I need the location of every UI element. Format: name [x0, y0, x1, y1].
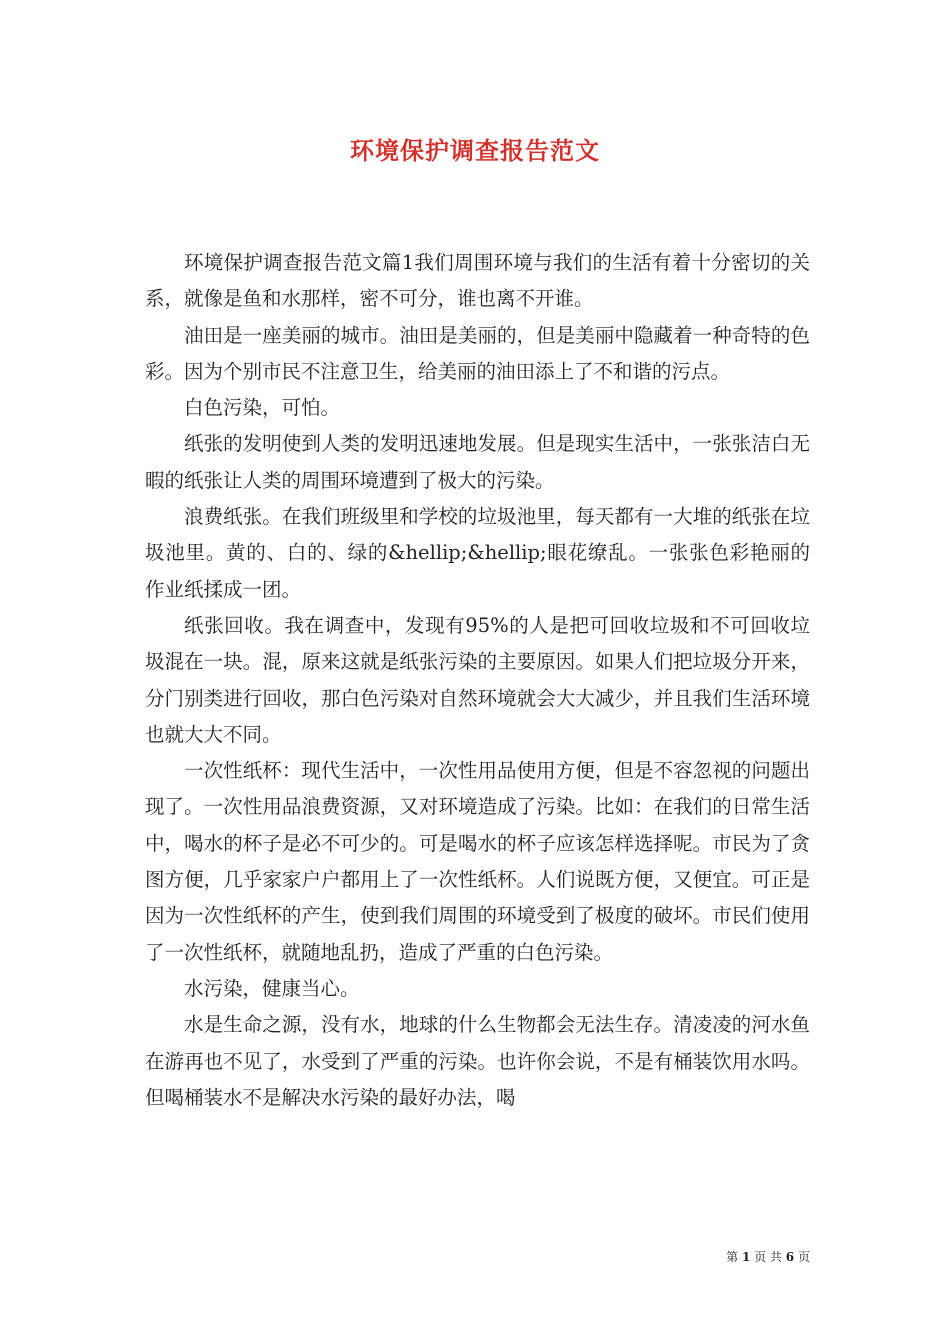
paragraph-7: 一次性纸杯：现代生活中，一次性用品使用方便，但是不容忽视的问题出现了。一次性用品浪费资源，又对环境造成了污染。比如：在我们的日常生活中，喝水的杯子是必不可少的。可是喝水的杯子应该怎样选择呢。市民为了贪图方便，几乎家家户户都用上了一次性纸杯。人们说既方便，又便宜。可正是因为一次性纸杯的产生，使到我们周围的环境受到了极度的破坏。市民们使用了一次性纸杯，就随地乱扔，造成了严重的白色污染。: [145, 759, 810, 964]
paragraph-4: 纸张的发明使到人类的发明迅速地发展。但是现实生活中，一张张洁白无暇的纸张让人类的周围环境遭到了极大的污染。: [145, 432, 810, 492]
paragraph-1: 环境保护调查报告范文篇1我们周围环境与我们的生活有着十分密切的关系，就像是鱼和水那样，密不可分，谁也离不开谁。: [145, 251, 810, 311]
footer-middle: 页 共: [754, 1250, 782, 1264]
paragraph-5: 浪费纸张。在我们班级里和学校的垃圾池里，每天都有一大堆的纸张在垃圾池里。黄的、白的、绿的&hellip;&hellip;眼花缭乱。一张张色彩艳丽的作业纸揉成一团。: [145, 505, 810, 601]
footer-suffix: 页: [797, 1250, 810, 1264]
paragraph-8: 水污染，健康当心。: [184, 976, 360, 1000]
document-body: [145, 245, 810, 1116]
paragraph-3: 白色污染，可怕。: [184, 396, 341, 420]
paragraph-2: 油田是一座美丽的城市。油田是美丽的，但是美丽中隐藏着一种奇特的色彩。因为个别市民不注意卫生，给美丽的油田添上了不和谐的污点。: [145, 323, 810, 383]
page-footer: [700, 1248, 810, 1265]
paragraph-9: 水是生命之源，没有水，地球的什么生物都会无法生存。清凌凌的河水鱼在游再也不见了，水受到了严重的污染。也许你会说，不是有桶装饮用水吗。但喝桶装水不是解决水污染的最好办法，喝: [145, 1013, 810, 1109]
footer-page-total: 6: [785, 1250, 795, 1264]
document-title: 环境保护调查报告范文: [350, 136, 600, 165]
footer-prefix: 第: [726, 1250, 739, 1264]
paragraph-6: 纸张回收。我在调查中，发现有95%的人是把可回收垃圾和不可回收垃圾混在一块。混，原来这就是纸张污染的主要原因。如果人们把垃圾分开来，分门别类进行回收，那白色污染对自然环境就会大大减少，并且我们生活环境也就大大不同。: [145, 613, 810, 746]
footer-page-number: 1: [741, 1250, 751, 1264]
